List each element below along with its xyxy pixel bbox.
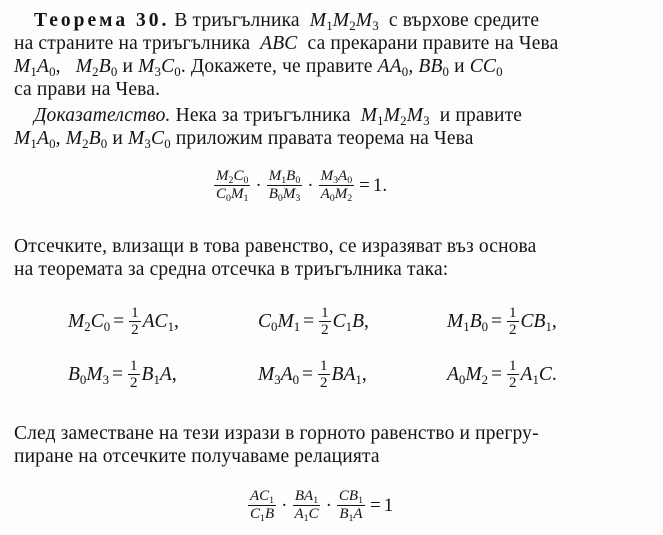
segments-line-2: на теоремата за средна отсечка в триъгълника така: [14, 259, 449, 280]
proof-line-2: $M_1A_0$, $M_2B_0$ и $M_3C_0$ приложим правата теорема на Чева [14, 128, 474, 151]
proof-line-1: Доказателство. Нека за триъгълника $M_1M_2M_3$ и правите [34, 105, 523, 128]
equation-m2c0: $M_2C_0$ = $\frac{1}{2}$ $AC_1$ , [68, 305, 179, 338]
theorem-line-2: на страните на триъгълника ABC са прекарани правите на Чева [14, 33, 559, 54]
math-triangle-abc: ABC [255, 33, 303, 54]
proof-label: Доказателство. [34, 105, 171, 126]
substitution-line-2: пиране на отсечките получаваме релацията [14, 446, 380, 467]
theorem-line-1: Теорема 30. В триъгълника $M_1M_2M_3$ с върхове средите [34, 10, 540, 33]
equation-c0m1: $C_0M_1$ = $\frac{1}{2}$ $C_1B$ , [258, 305, 369, 338]
equation-a0m2: $A_0M_2$ = $\frac{1}{2}$ $A_1C$ . [447, 358, 557, 391]
theorem-label: Теорема 30. [34, 10, 170, 31]
equation-b0m3: $B_0M_3$ = $\frac{1}{2}$ $B_1A$ , [68, 358, 177, 391]
final-relation: $\frac{AC_1}{C_1B}$ · $\frac{BA_1}{A_1C}$ · $\frac{CB_1}{B_1A}$ = 1 [250, 488, 394, 524]
theorem-line-4: са прави на Чева. [14, 79, 161, 100]
equation-m1b0: $M_1B_0$ = $\frac{1}{2}$ $CB_1$ , [447, 305, 557, 338]
math-triangle-m: $M_1M_2M_3$ [304, 10, 379, 33]
equation-m3a0: $M_3A_0$ = $\frac{1}{2}$ $BA_1$ , [258, 358, 367, 391]
theorem-line-3: $M_1A_0$, $M_2B_0$ и $M_3C_0$. Докажете, че правите $AA_0$, $BB_0$ и $CC_0$ [14, 56, 503, 79]
ceva-formula: $\frac{M_2C_0}{C_0M_1}$ · $\frac{M_1B_0}{B_0M_3}$ · $\frac{M_3A_0}{A_0M_2}$ = 1. [216, 168, 388, 204]
substitution-line-1: След заместване на тези изрази в горното равенство и прегру- [14, 423, 539, 444]
segments-line-1: Отсечките, влизащи в това равенство, се изразяват въз основа [14, 236, 537, 257]
